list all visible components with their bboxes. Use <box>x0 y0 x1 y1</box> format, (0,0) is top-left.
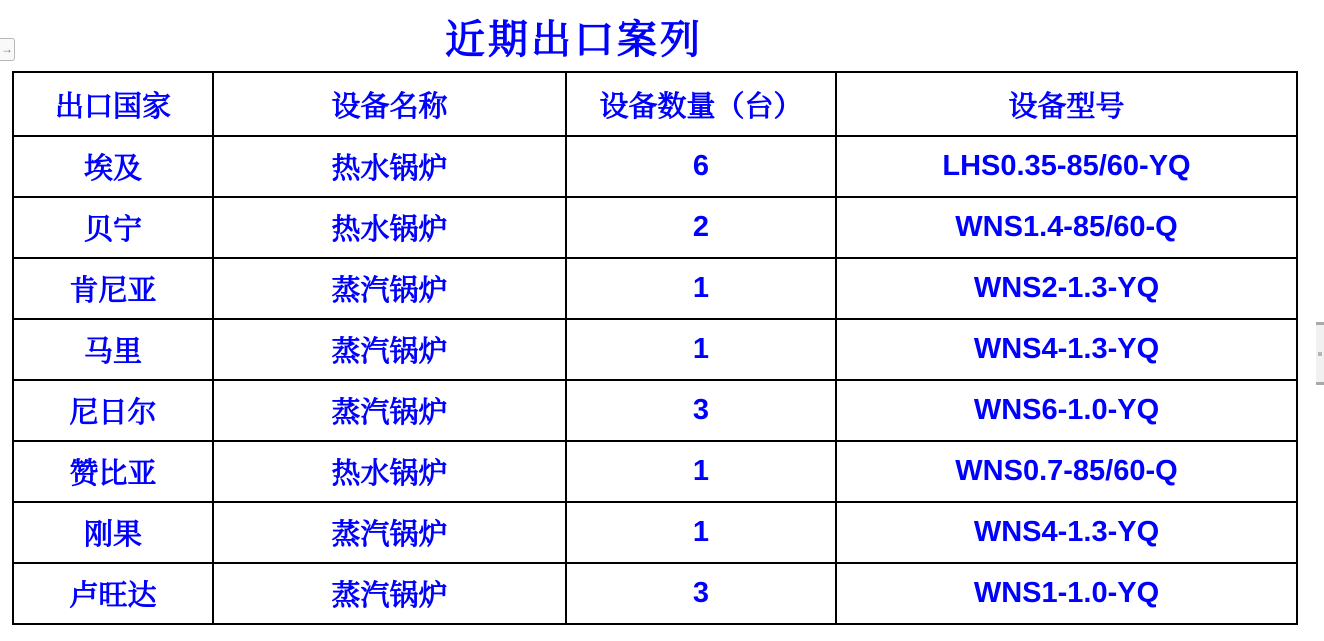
cell-model: WNS1.4-85/60-Q <box>836 197 1297 258</box>
column-header-model: 设备型号 <box>836 72 1297 136</box>
column-header-country: 出口国家 <box>13 72 213 136</box>
page-title: 近期出口案列 <box>445 18 703 62</box>
table-body <box>13 136 1297 624</box>
cell-country: 贝宁 <box>13 197 213 258</box>
right-scrollbar-thumb[interactable] <box>1316 322 1324 385</box>
column-header-quantity: 设备数量（台） <box>566 72 836 136</box>
table-row <box>13 136 1297 197</box>
column-header-equipment_name: 设备名称 <box>213 72 566 136</box>
cell-model: WNS6-1.0-YQ <box>836 380 1297 441</box>
cell-model: WNS1-1.0-YQ <box>836 563 1297 624</box>
right-arrow-icon: → <box>1 42 13 56</box>
cell-equipment_name: 蒸汽锅炉 <box>213 380 566 441</box>
cell-equipment_name: 蒸汽锅炉 <box>213 502 566 563</box>
cell-country: 肯尼亚 <box>13 258 213 319</box>
cell-equipment_name: 热水锅炉 <box>213 441 566 502</box>
expand-panel-button[interactable] <box>0 38 15 61</box>
cell-quantity: 3 <box>566 380 836 441</box>
cell-equipment_name: 蒸汽锅炉 <box>213 319 566 380</box>
export-cases-table <box>12 71 1298 625</box>
cell-model: LHS0.35-85/60-YQ <box>836 136 1297 197</box>
cell-model: WNS4-1.3-YQ <box>836 502 1297 563</box>
cell-country: 埃及 <box>13 136 213 197</box>
cell-quantity: 1 <box>566 319 836 380</box>
cell-country: 刚果 <box>13 502 213 563</box>
cell-model: WNS0.7-85/60-Q <box>836 441 1297 502</box>
cell-quantity: 1 <box>566 258 836 319</box>
cell-country: 尼日尔 <box>13 380 213 441</box>
cell-quantity: 1 <box>566 502 836 563</box>
table-row <box>13 258 1297 319</box>
cell-model: WNS2-1.3-YQ <box>836 258 1297 319</box>
table-row <box>13 197 1297 258</box>
table-row <box>13 319 1297 380</box>
table-row <box>13 441 1297 502</box>
table-row <box>13 380 1297 441</box>
cell-equipment_name: 热水锅炉 <box>213 197 566 258</box>
cell-equipment_name: 热水锅炉 <box>213 136 566 197</box>
cell-equipment_name: 蒸汽锅炉 <box>213 258 566 319</box>
cell-quantity: 6 <box>566 136 836 197</box>
cell-quantity: 1 <box>566 441 836 502</box>
cell-country: 赞比亚 <box>13 441 213 502</box>
cell-equipment_name: 蒸汽锅炉 <box>213 563 566 624</box>
cell-quantity: 2 <box>566 197 836 258</box>
table-row <box>13 502 1297 563</box>
table-row <box>13 563 1297 624</box>
cell-country: 马里 <box>13 319 213 380</box>
table-header-row <box>13 72 1297 136</box>
scrollbar-dot-icon <box>1318 352 1322 356</box>
cell-quantity: 3 <box>566 563 836 624</box>
cell-model: WNS4-1.3-YQ <box>836 319 1297 380</box>
cell-country: 卢旺达 <box>13 563 213 624</box>
